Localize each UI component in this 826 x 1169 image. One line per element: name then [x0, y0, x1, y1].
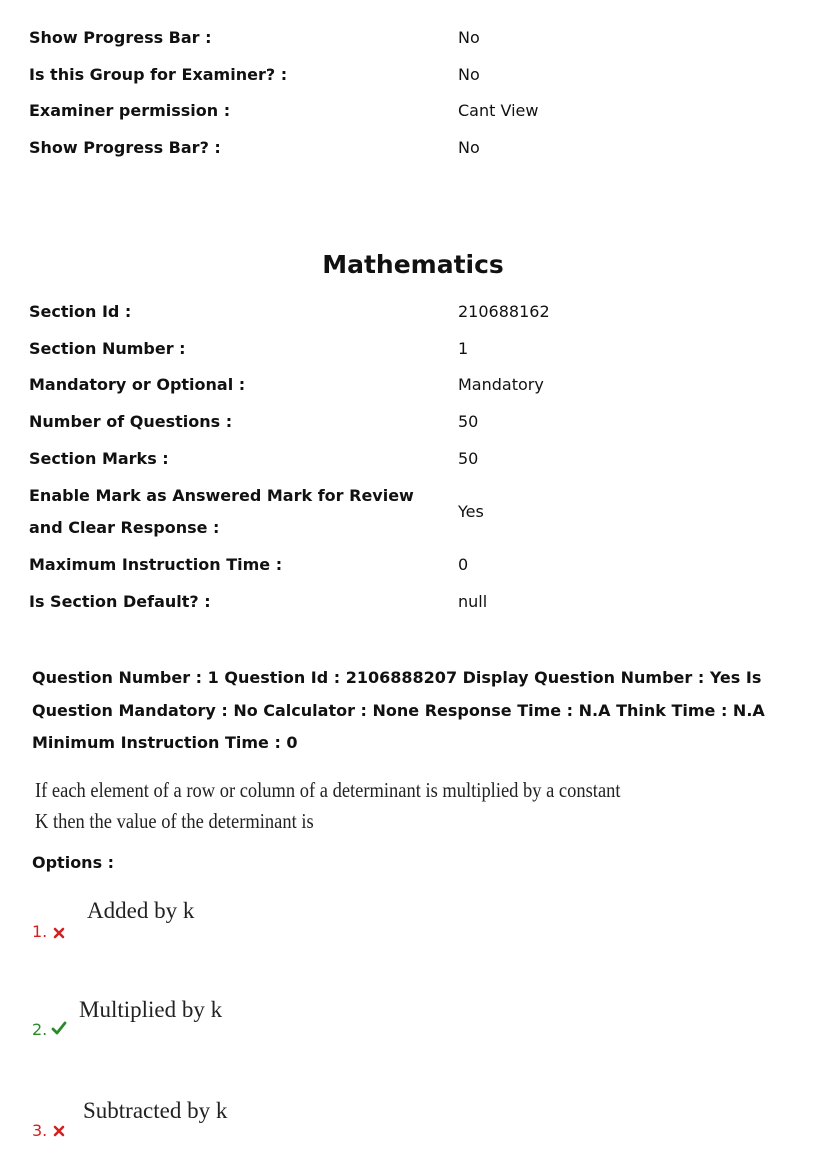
question-text-line: If each element of a row or column of a determinant is multiplied by a constant	[35, 778, 621, 802]
setting-label: Show Progress Bar? :	[29, 138, 221, 157]
check-icon	[51, 1020, 67, 1036]
setting-label: Is this Group for Examiner? :	[29, 65, 288, 84]
setting-value: No	[458, 138, 480, 157]
field-value: Yes	[458, 502, 484, 521]
field-value: 50	[458, 412, 479, 431]
cross-icon	[52, 1123, 66, 1137]
option-3	[32, 1098, 532, 1158]
options-label: Options :	[32, 853, 115, 872]
option-text: Subtracted by k	[83, 1098, 228, 1123]
question-meta: Question Number : 1 Question Id : 2106888207 Display Question Number : Yes Is Question Mandatory : No Calculator : None Response Time : N.A Think Time : N.A Minimum Instruction Time : 0	[32, 668, 765, 752]
question-text	[35, 775, 621, 837]
option-number: 3.	[32, 1121, 48, 1140]
field-label: Section Marks :	[29, 449, 169, 468]
field-value: 1	[458, 339, 469, 358]
option-text: Multiplied by k	[79, 997, 223, 1022]
field-label: Number of Questions :	[29, 412, 233, 431]
setting-value: Cant View	[458, 101, 539, 120]
option-text: Added by k	[87, 898, 195, 923]
field-value: Mandatory	[458, 375, 544, 394]
field-label: Maximum Instruction Time :	[29, 555, 283, 574]
field-value: null	[458, 592, 488, 611]
option-1	[32, 898, 532, 958]
field-label: Section Id :	[29, 302, 132, 321]
section-title: Mathematics	[322, 250, 504, 279]
field-label: Section Number :	[29, 339, 186, 358]
question-text-line: K then the value of the determinant is	[35, 809, 314, 833]
cross-icon	[52, 925, 66, 939]
setting-value: No	[458, 28, 480, 47]
field-value: 210688162	[458, 302, 550, 321]
field-label: Mandatory or Optional :	[29, 375, 246, 394]
option-2	[32, 997, 532, 1057]
field-label: Enable Mark as Answered Mark for Review and Clear Response :	[29, 486, 414, 537]
setting-label: Show Progress Bar :	[29, 28, 212, 47]
setting-label: Examiner permission :	[29, 101, 231, 120]
field-label: Is Section Default? :	[29, 592, 211, 611]
setting-value: No	[458, 65, 480, 84]
field-value: 50	[458, 449, 479, 468]
option-number: 1.	[32, 922, 48, 941]
option-number: 2.	[32, 1020, 48, 1039]
field-value: 0	[458, 555, 469, 574]
